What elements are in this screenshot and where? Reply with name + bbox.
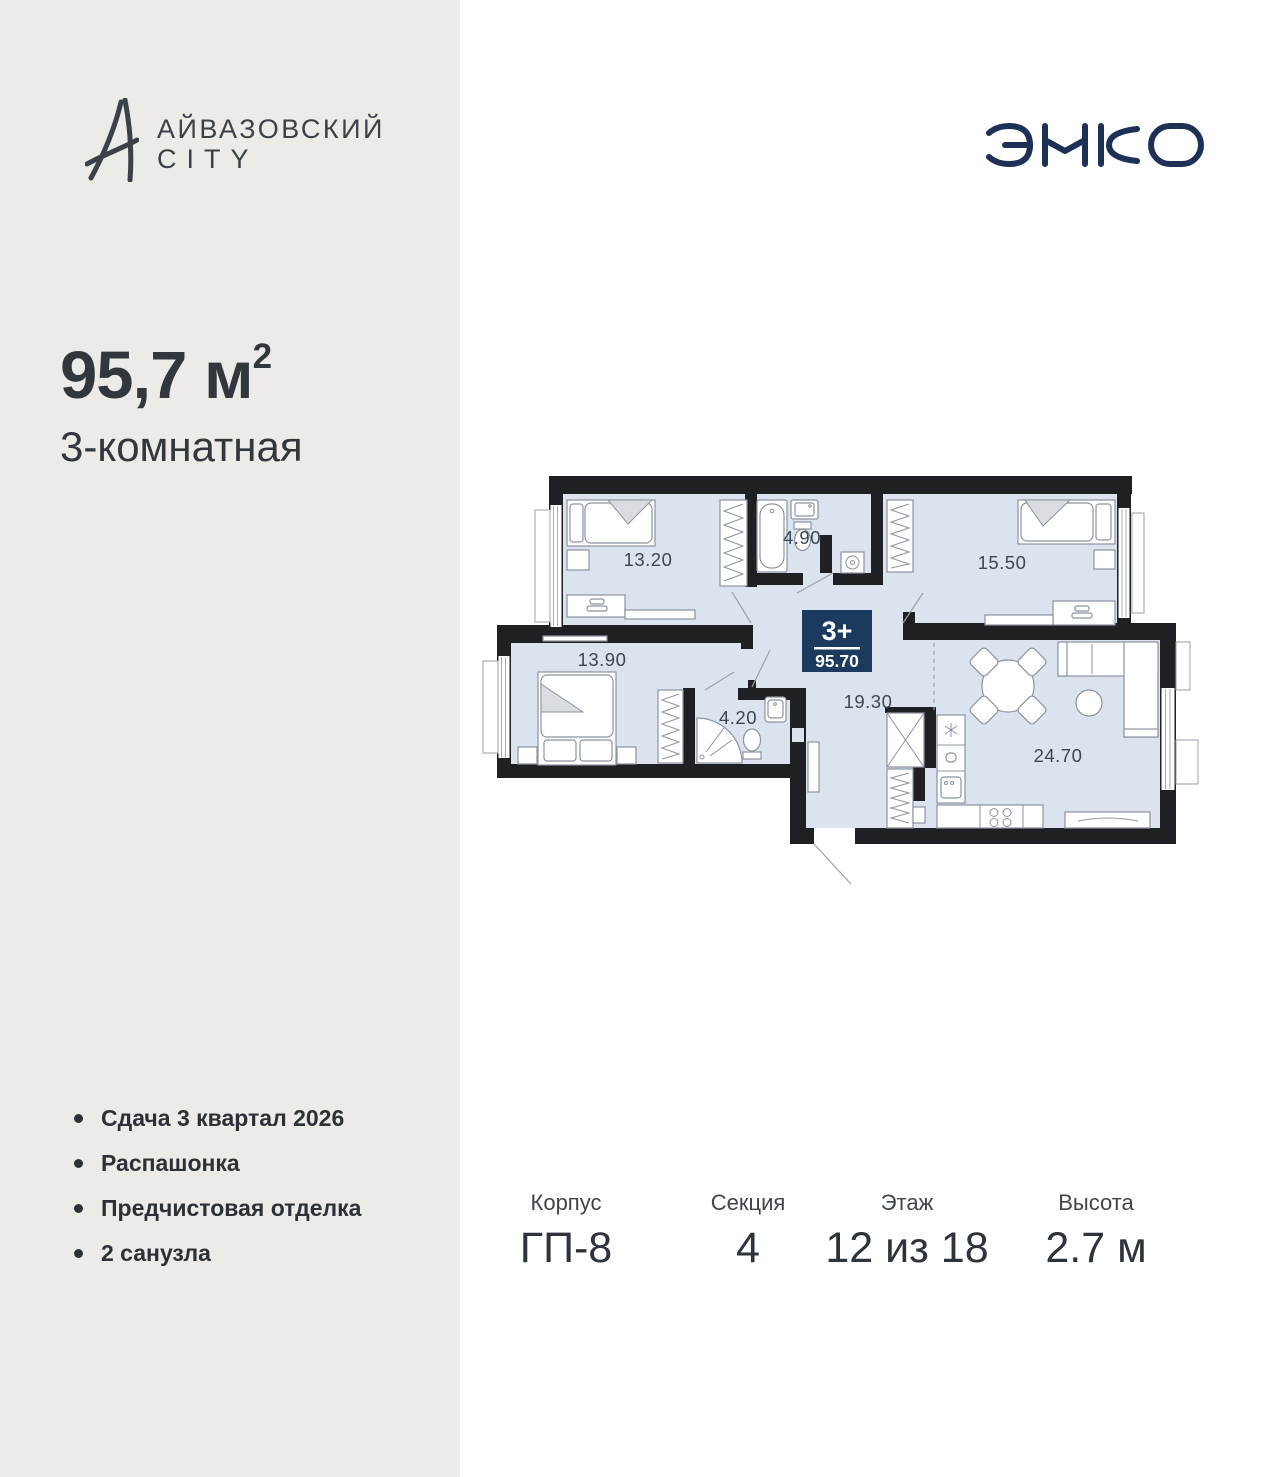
details-row (0, 1188, 1280, 1298)
brand-name-top: АЙВАЗОВСКИЙ (157, 114, 385, 144)
detail-label: Этаж (880, 1190, 934, 1215)
floor-plan-svg (480, 460, 1200, 910)
room-area-label: 4.20 (718, 707, 758, 728)
developer-logo-enko (985, 120, 1205, 170)
brand-a-icon (85, 98, 139, 182)
room-area-label: 13.20 (623, 549, 673, 570)
room-area-label: 15.50 (977, 552, 1027, 573)
plan-badge (802, 610, 872, 672)
list-item (74, 1151, 361, 1175)
list-item (74, 1106, 361, 1130)
detail-value: 12 из 18 (825, 1224, 989, 1272)
area-value: 95,7 м (60, 338, 253, 413)
detail-label: Корпус (530, 1190, 602, 1215)
brand-name (157, 98, 385, 174)
detail-value: 4 (736, 1224, 760, 1272)
room-area-label: 4.90 (782, 527, 822, 548)
wall-niche (792, 728, 804, 742)
detail-etazh (797, 1188, 1017, 1274)
apartment-area (60, 318, 303, 415)
brand-logo (85, 98, 385, 182)
detail-value: 2.7 м (1045, 1224, 1147, 1272)
rooms-count-label: 3-комнатная (60, 423, 303, 470)
detail-vysota (986, 1188, 1206, 1274)
room-area-label: 19.30 (843, 691, 893, 712)
bullet-icon (74, 1159, 83, 1168)
apartment-summary (60, 318, 303, 479)
feature-text: 2 санузла (101, 1240, 211, 1266)
feature-text: Предчистовая отделка (101, 1195, 362, 1221)
feature-text: Сдача 3 квартал 2026 (101, 1105, 345, 1131)
detail-value: ГП-8 (519, 1224, 613, 1272)
room-area-label: 13.90 (577, 649, 627, 670)
area-superscript: 2 (252, 337, 272, 376)
badge-area: 95.70 (815, 651, 859, 671)
floor-plan (480, 460, 1200, 910)
detail-label: Секция (710, 1190, 786, 1215)
feature-text: Распашонка (101, 1150, 240, 1176)
badge-rooms: 3+ (821, 616, 853, 646)
brand-name-bottom: CITY (157, 144, 259, 174)
detail-label: Высота (1058, 1190, 1134, 1215)
room-area-label: 24.70 (1033, 745, 1083, 766)
bullet-icon (74, 1114, 83, 1123)
